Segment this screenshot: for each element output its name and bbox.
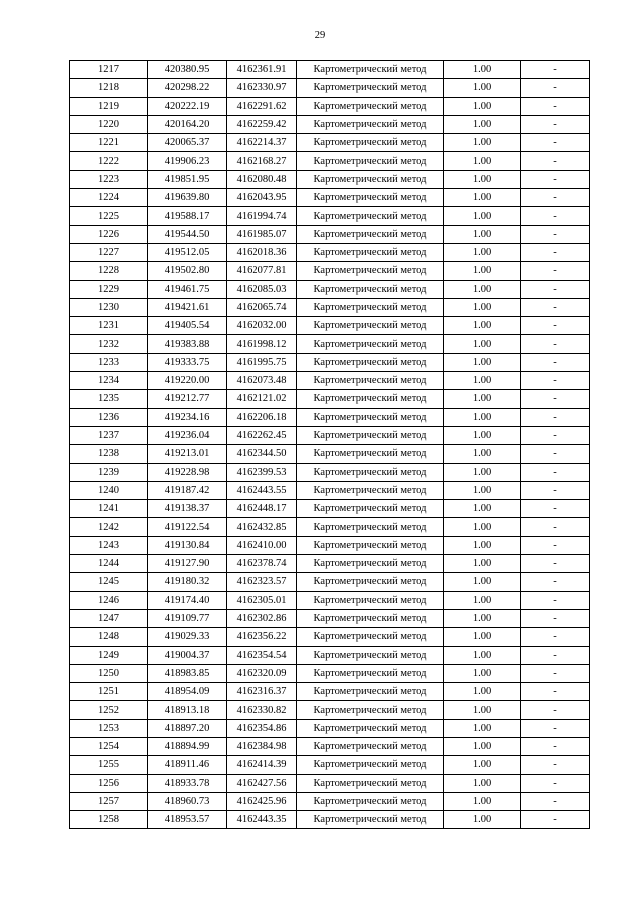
method-cell: Картометрический метод (297, 664, 444, 682)
point-number-cell: 1237 (70, 426, 148, 444)
x-coordinate-cell: 418911.46 (148, 756, 227, 774)
accuracy-cell: 1.00 (444, 811, 521, 829)
table-row (70, 445, 590, 463)
coordinates-table (69, 60, 590, 829)
y-coordinate-cell: 4162168.27 (227, 152, 297, 170)
y-coordinate-cell: 4162443.35 (227, 811, 297, 829)
method-cell: Картометрический метод (297, 61, 444, 79)
method-cell: Картометрический метод (297, 408, 444, 426)
point-number-cell: 1224 (70, 189, 148, 207)
accuracy-cell: 1.00 (444, 463, 521, 481)
description-cell: - (521, 207, 590, 225)
table-row (70, 298, 590, 316)
description-cell: - (521, 335, 590, 353)
point-number-cell: 1234 (70, 372, 148, 390)
point-number-cell: 1233 (70, 353, 148, 371)
description-cell: - (521, 518, 590, 536)
table-row (70, 262, 590, 280)
description-cell: - (521, 372, 590, 390)
y-coordinate-cell: 4162043.95 (227, 189, 297, 207)
accuracy-cell: 1.00 (444, 115, 521, 133)
description-cell: - (521, 591, 590, 609)
description-cell: - (521, 463, 590, 481)
x-coordinate-cell: 419109.77 (148, 609, 227, 627)
y-coordinate-cell: 4162206.18 (227, 408, 297, 426)
x-coordinate-cell: 419333.75 (148, 353, 227, 371)
point-number-cell: 1229 (70, 280, 148, 298)
method-cell: Картометрический метод (297, 591, 444, 609)
accuracy-cell: 1.00 (444, 646, 521, 664)
table-row (70, 737, 590, 755)
accuracy-cell: 1.00 (444, 701, 521, 719)
table-row (70, 555, 590, 573)
y-coordinate-cell: 4162073.48 (227, 372, 297, 390)
accuracy-cell: 1.00 (444, 317, 521, 335)
y-coordinate-cell: 4162354.86 (227, 719, 297, 737)
method-cell: Картометрический метод (297, 500, 444, 518)
y-coordinate-cell: 4162305.01 (227, 591, 297, 609)
accuracy-cell: 1.00 (444, 390, 521, 408)
accuracy-cell: 1.00 (444, 372, 521, 390)
description-cell: - (521, 609, 590, 627)
y-coordinate-cell: 4162384.98 (227, 737, 297, 755)
accuracy-cell: 1.00 (444, 97, 521, 115)
method-cell: Картометрический метод (297, 207, 444, 225)
method-cell: Картометрический метод (297, 628, 444, 646)
point-number-cell: 1242 (70, 518, 148, 536)
description-cell: - (521, 811, 590, 829)
table-row (70, 426, 590, 444)
point-number-cell: 1238 (70, 445, 148, 463)
x-coordinate-cell: 419588.17 (148, 207, 227, 225)
point-number-cell: 1257 (70, 792, 148, 810)
table-row (70, 792, 590, 810)
accuracy-cell: 1.00 (444, 664, 521, 682)
table-row (70, 609, 590, 627)
point-number-cell: 1247 (70, 609, 148, 627)
accuracy-cell: 1.00 (444, 298, 521, 316)
point-number-cell: 1219 (70, 97, 148, 115)
description-cell: - (521, 555, 590, 573)
y-coordinate-cell: 4162080.48 (227, 170, 297, 188)
x-coordinate-cell: 419228.98 (148, 463, 227, 481)
table-row (70, 353, 590, 371)
accuracy-cell: 1.00 (444, 262, 521, 280)
x-coordinate-cell: 418960.73 (148, 792, 227, 810)
accuracy-cell: 1.00 (444, 573, 521, 591)
description-cell: - (521, 426, 590, 444)
table-row (70, 225, 590, 243)
description-cell: - (521, 317, 590, 335)
description-cell: - (521, 664, 590, 682)
table-row (70, 115, 590, 133)
accuracy-cell: 1.00 (444, 591, 521, 609)
y-coordinate-cell: 4162214.37 (227, 134, 297, 152)
point-number-cell: 1254 (70, 737, 148, 755)
description-cell: - (521, 792, 590, 810)
description-cell: - (521, 774, 590, 792)
point-number-cell: 1240 (70, 481, 148, 499)
description-cell: - (521, 683, 590, 701)
y-coordinate-cell: 4161998.12 (227, 335, 297, 353)
description-cell: - (521, 152, 590, 170)
table-row (70, 280, 590, 298)
x-coordinate-cell: 419122.54 (148, 518, 227, 536)
y-coordinate-cell: 4162410.00 (227, 536, 297, 554)
description-cell: - (521, 573, 590, 591)
accuracy-cell: 1.00 (444, 134, 521, 152)
method-cell: Картометрический метод (297, 298, 444, 316)
table-row (70, 664, 590, 682)
method-cell: Картометрический метод (297, 536, 444, 554)
description-cell: - (521, 646, 590, 664)
x-coordinate-cell: 419220.00 (148, 372, 227, 390)
point-number-cell: 1243 (70, 536, 148, 554)
y-coordinate-cell: 4162316.37 (227, 683, 297, 701)
description-cell: - (521, 97, 590, 115)
table-row (70, 61, 590, 79)
description-cell: - (521, 390, 590, 408)
x-coordinate-cell: 419127.90 (148, 555, 227, 573)
x-coordinate-cell: 419029.33 (148, 628, 227, 646)
point-number-cell: 1253 (70, 719, 148, 737)
x-coordinate-cell: 419004.37 (148, 646, 227, 664)
y-coordinate-cell: 4162320.09 (227, 664, 297, 682)
y-coordinate-cell: 4162344.50 (227, 445, 297, 463)
description-cell: - (521, 115, 590, 133)
y-coordinate-cell: 4162323.57 (227, 573, 297, 591)
description-cell: - (521, 280, 590, 298)
y-coordinate-cell: 4162425.96 (227, 792, 297, 810)
point-number-cell: 1231 (70, 317, 148, 335)
description-cell: - (521, 701, 590, 719)
y-coordinate-cell: 4162399.53 (227, 463, 297, 481)
method-cell: Картометрический метод (297, 811, 444, 829)
x-coordinate-cell: 419906.23 (148, 152, 227, 170)
description-cell: - (521, 737, 590, 755)
point-number-cell: 1228 (70, 262, 148, 280)
method-cell: Картометрический метод (297, 481, 444, 499)
table-row (70, 500, 590, 518)
method-cell: Картометрический метод (297, 701, 444, 719)
method-cell: Картометрический метод (297, 353, 444, 371)
method-cell: Картометрический метод (297, 426, 444, 444)
table-row (70, 243, 590, 261)
method-cell: Картометрический метод (297, 280, 444, 298)
accuracy-cell: 1.00 (444, 207, 521, 225)
description-cell: - (521, 481, 590, 499)
table-row (70, 701, 590, 719)
point-number-cell: 1220 (70, 115, 148, 133)
description-cell: - (521, 243, 590, 261)
method-cell: Картометрический метод (297, 445, 444, 463)
table-row (70, 170, 590, 188)
method-cell: Картометрический метод (297, 390, 444, 408)
x-coordinate-cell: 419383.88 (148, 335, 227, 353)
x-coordinate-cell: 419421.61 (148, 298, 227, 316)
accuracy-cell: 1.00 (444, 353, 521, 371)
y-coordinate-cell: 4162077.81 (227, 262, 297, 280)
y-coordinate-cell: 4162085.03 (227, 280, 297, 298)
y-coordinate-cell: 4162121.02 (227, 390, 297, 408)
x-coordinate-cell: 419461.75 (148, 280, 227, 298)
y-coordinate-cell: 4162259.42 (227, 115, 297, 133)
y-coordinate-cell: 4162443.55 (227, 481, 297, 499)
description-cell: - (521, 536, 590, 554)
x-coordinate-cell: 419187.42 (148, 481, 227, 499)
x-coordinate-cell: 419138.37 (148, 500, 227, 518)
y-coordinate-cell: 4162330.97 (227, 79, 297, 97)
y-coordinate-cell: 4162302.86 (227, 609, 297, 627)
x-coordinate-cell: 418897.20 (148, 719, 227, 737)
table-row (70, 628, 590, 646)
point-number-cell: 1250 (70, 664, 148, 682)
point-number-cell: 1217 (70, 61, 148, 79)
x-coordinate-cell: 418894.99 (148, 737, 227, 755)
accuracy-cell: 1.00 (444, 756, 521, 774)
point-number-cell: 1232 (70, 335, 148, 353)
table-row (70, 463, 590, 481)
method-cell: Картометрический метод (297, 79, 444, 97)
x-coordinate-cell: 420164.20 (148, 115, 227, 133)
method-cell: Картометрический метод (297, 646, 444, 664)
table-row (70, 646, 590, 664)
point-number-cell: 1255 (70, 756, 148, 774)
method-cell: Картометрический метод (297, 792, 444, 810)
accuracy-cell: 1.00 (444, 225, 521, 243)
x-coordinate-cell: 418913.18 (148, 701, 227, 719)
y-coordinate-cell: 4162378.74 (227, 555, 297, 573)
y-coordinate-cell: 4161994.74 (227, 207, 297, 225)
description-cell: - (521, 61, 590, 79)
method-cell: Картометрический метод (297, 97, 444, 115)
description-cell: - (521, 445, 590, 463)
x-coordinate-cell: 419851.95 (148, 170, 227, 188)
point-number-cell: 1227 (70, 243, 148, 261)
x-coordinate-cell: 418983.85 (148, 664, 227, 682)
table-row (70, 152, 590, 170)
table-row (70, 536, 590, 554)
accuracy-cell: 1.00 (444, 243, 521, 261)
y-coordinate-cell: 4162432.85 (227, 518, 297, 536)
accuracy-cell: 1.00 (444, 481, 521, 499)
x-coordinate-cell: 420380.95 (148, 61, 227, 79)
x-coordinate-cell: 419234.16 (148, 408, 227, 426)
accuracy-cell: 1.00 (444, 170, 521, 188)
description-cell: - (521, 500, 590, 518)
point-number-cell: 1236 (70, 408, 148, 426)
x-coordinate-cell: 419544.50 (148, 225, 227, 243)
method-cell: Картометрический метод (297, 756, 444, 774)
description-cell: - (521, 262, 590, 280)
accuracy-cell: 1.00 (444, 61, 521, 79)
accuracy-cell: 1.00 (444, 518, 521, 536)
table-row (70, 372, 590, 390)
table-row (70, 134, 590, 152)
y-coordinate-cell: 4162361.91 (227, 61, 297, 79)
coordinates-table-body (70, 61, 590, 829)
method-cell: Картометрический метод (297, 115, 444, 133)
method-cell: Картометрический метод (297, 335, 444, 353)
accuracy-cell: 1.00 (444, 445, 521, 463)
x-coordinate-cell: 419502.80 (148, 262, 227, 280)
accuracy-cell: 1.00 (444, 774, 521, 792)
point-number-cell: 1258 (70, 811, 148, 829)
description-cell: - (521, 719, 590, 737)
table-row (70, 335, 590, 353)
y-coordinate-cell: 4162427.56 (227, 774, 297, 792)
point-number-cell: 1249 (70, 646, 148, 664)
y-coordinate-cell: 4162065.74 (227, 298, 297, 316)
point-number-cell: 1256 (70, 774, 148, 792)
description-cell: - (521, 189, 590, 207)
x-coordinate-cell: 419639.80 (148, 189, 227, 207)
point-number-cell: 1248 (70, 628, 148, 646)
table-row (70, 683, 590, 701)
x-coordinate-cell: 419174.40 (148, 591, 227, 609)
accuracy-cell: 1.00 (444, 628, 521, 646)
accuracy-cell: 1.00 (444, 500, 521, 518)
y-coordinate-cell: 4162330.82 (227, 701, 297, 719)
x-coordinate-cell: 420222.19 (148, 97, 227, 115)
x-coordinate-cell: 419512.05 (148, 243, 227, 261)
y-coordinate-cell: 4162414.39 (227, 756, 297, 774)
method-cell: Картометрический метод (297, 170, 444, 188)
accuracy-cell: 1.00 (444, 152, 521, 170)
accuracy-cell: 1.00 (444, 555, 521, 573)
method-cell: Картометрический метод (297, 683, 444, 701)
point-number-cell: 1246 (70, 591, 148, 609)
accuracy-cell: 1.00 (444, 189, 521, 207)
table-row (70, 97, 590, 115)
x-coordinate-cell: 419180.32 (148, 573, 227, 591)
accuracy-cell: 1.00 (444, 719, 521, 737)
description-cell: - (521, 225, 590, 243)
accuracy-cell: 1.00 (444, 792, 521, 810)
x-coordinate-cell: 418954.09 (148, 683, 227, 701)
method-cell: Картометрический метод (297, 152, 444, 170)
description-cell: - (521, 298, 590, 316)
accuracy-cell: 1.00 (444, 609, 521, 627)
x-coordinate-cell: 420065.37 (148, 134, 227, 152)
description-cell: - (521, 79, 590, 97)
accuracy-cell: 1.00 (444, 536, 521, 554)
y-coordinate-cell: 4162262.45 (227, 426, 297, 444)
accuracy-cell: 1.00 (444, 737, 521, 755)
table-row (70, 317, 590, 335)
description-cell: - (521, 170, 590, 188)
method-cell: Картометрический метод (297, 518, 444, 536)
method-cell: Картометрический метод (297, 317, 444, 335)
x-coordinate-cell: 419213.01 (148, 445, 227, 463)
table-row (70, 811, 590, 829)
table-row (70, 390, 590, 408)
point-number-cell: 1225 (70, 207, 148, 225)
y-coordinate-cell: 4162032.00 (227, 317, 297, 335)
point-number-cell: 1221 (70, 134, 148, 152)
method-cell: Картометрический метод (297, 573, 444, 591)
accuracy-cell: 1.00 (444, 426, 521, 444)
description-cell: - (521, 134, 590, 152)
x-coordinate-cell: 420298.22 (148, 79, 227, 97)
table-row (70, 408, 590, 426)
accuracy-cell: 1.00 (444, 683, 521, 701)
accuracy-cell: 1.00 (444, 280, 521, 298)
table-row (70, 207, 590, 225)
point-number-cell: 1239 (70, 463, 148, 481)
accuracy-cell: 1.00 (444, 408, 521, 426)
method-cell: Картометрический метод (297, 737, 444, 755)
y-coordinate-cell: 4162354.54 (227, 646, 297, 664)
method-cell: Картометрический метод (297, 189, 444, 207)
table-row (70, 573, 590, 591)
x-coordinate-cell: 418953.57 (148, 811, 227, 829)
accuracy-cell: 1.00 (444, 79, 521, 97)
x-coordinate-cell: 418933.78 (148, 774, 227, 792)
page-number: 29 (314, 30, 326, 41)
method-cell: Картометрический метод (297, 774, 444, 792)
method-cell: Картометрический метод (297, 134, 444, 152)
method-cell: Картометрический метод (297, 609, 444, 627)
y-coordinate-cell: 4161995.75 (227, 353, 297, 371)
y-coordinate-cell: 4161985.07 (227, 225, 297, 243)
method-cell: Картометрический метод (297, 262, 444, 280)
table-row (70, 189, 590, 207)
method-cell: Картометрический метод (297, 719, 444, 737)
y-coordinate-cell: 4162291.62 (227, 97, 297, 115)
point-number-cell: 1218 (70, 79, 148, 97)
method-cell: Картометрический метод (297, 243, 444, 261)
point-number-cell: 1251 (70, 683, 148, 701)
x-coordinate-cell: 419405.54 (148, 317, 227, 335)
y-coordinate-cell: 4162356.22 (227, 628, 297, 646)
point-number-cell: 1223 (70, 170, 148, 188)
y-coordinate-cell: 4162448.17 (227, 500, 297, 518)
point-number-cell: 1235 (70, 390, 148, 408)
x-coordinate-cell: 419130.84 (148, 536, 227, 554)
table-row (70, 774, 590, 792)
method-cell: Картометрический метод (297, 372, 444, 390)
table-row (70, 481, 590, 499)
x-coordinate-cell: 419212.77 (148, 390, 227, 408)
point-number-cell: 1222 (70, 152, 148, 170)
table-row (70, 719, 590, 737)
point-number-cell: 1244 (70, 555, 148, 573)
method-cell: Картометрический метод (297, 225, 444, 243)
description-cell: - (521, 628, 590, 646)
accuracy-cell: 1.00 (444, 335, 521, 353)
description-cell: - (521, 353, 590, 371)
table-row (70, 756, 590, 774)
x-coordinate-cell: 419236.04 (148, 426, 227, 444)
point-number-cell: 1241 (70, 500, 148, 518)
table-row (70, 591, 590, 609)
table-row (70, 518, 590, 536)
point-number-cell: 1226 (70, 225, 148, 243)
point-number-cell: 1245 (70, 573, 148, 591)
method-cell: Картометрический метод (297, 463, 444, 481)
point-number-cell: 1230 (70, 298, 148, 316)
table-row (70, 79, 590, 97)
description-cell: - (521, 408, 590, 426)
y-coordinate-cell: 4162018.36 (227, 243, 297, 261)
method-cell: Картометрический метод (297, 555, 444, 573)
description-cell: - (521, 756, 590, 774)
point-number-cell: 1252 (70, 701, 148, 719)
